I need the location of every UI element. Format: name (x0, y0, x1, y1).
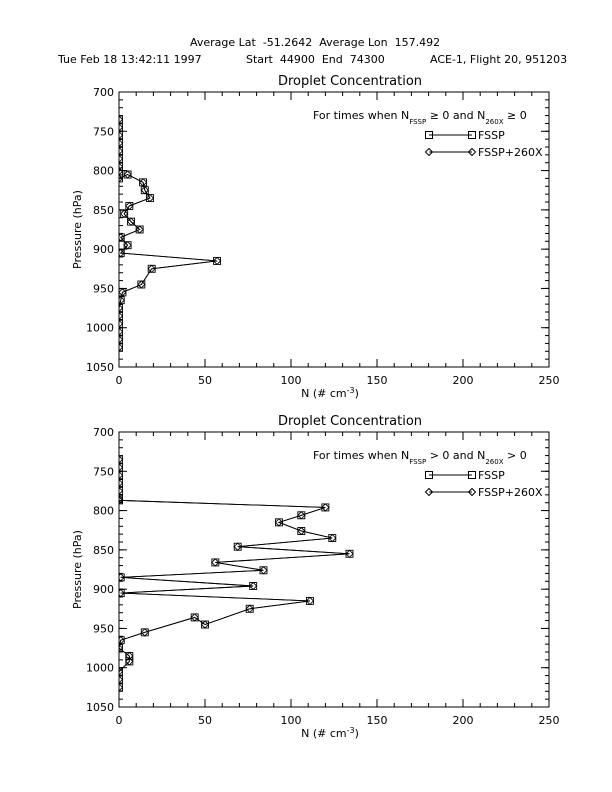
start-end-times: Start 44900 End 74300 (246, 53, 385, 66)
x-tick-label: 50 (198, 714, 212, 727)
series-line-diamond (119, 460, 349, 688)
x-axis-label: N (# $cm^{-3}$) (301, 726, 359, 740)
y-tick-label: 900 (93, 583, 114, 597)
y-tick-label: 750 (93, 465, 114, 479)
chart-title: Droplet Concentration (277, 74, 423, 89)
x-tick-label: 250 (538, 714, 560, 727)
x-tick-label: 200 (452, 714, 474, 727)
x-tick-label: 150 (366, 374, 388, 387)
x-tick-label: 100 (280, 714, 302, 727)
y-tick-label: 850 (93, 203, 114, 217)
y-tick-label: 900 (93, 243, 114, 257)
x-tick-label: 200 (452, 374, 474, 387)
legend-label: FSSP+260X (478, 146, 543, 159)
x-tick-label: 250 (538, 374, 560, 387)
y-tick-label: 700 (93, 86, 114, 99)
run-timestamp: Tue Feb 18 13:42:11 1997 (58, 53, 202, 66)
chart-bottom (71, 414, 560, 740)
series-line-square (119, 460, 349, 688)
legend-label: FSSP (478, 469, 505, 482)
x-axis-label: N (# $cm^{-3}$) (301, 386, 359, 400)
flight-label: ACE-1, Flight 20, 951203 (430, 53, 568, 66)
y-tick-label: 700 (93, 426, 114, 439)
y-tick-label: 950 (93, 282, 114, 296)
average-lat-lon-line: Average Lat -51.2642 Average Lon 157.492 (190, 36, 441, 49)
y-axis-label: Pressure (hPa) (71, 530, 84, 609)
y-tick-label: 800 (93, 164, 114, 178)
x-tick-label: 150 (366, 714, 388, 727)
y-tick-label: 750 (93, 125, 114, 139)
chart-top (71, 74, 560, 400)
series-line-diamond (119, 120, 217, 348)
y-tick-label: 1000 (86, 321, 114, 335)
series-line-square (119, 120, 217, 348)
y-tick-label: 800 (93, 504, 114, 518)
legend-label: FSSP+260X (478, 486, 543, 499)
chart-title: Droplet Concentration (277, 414, 423, 429)
x-tick-label: 0 (115, 714, 123, 727)
condition-text: For times when $N_{FSSP} > 0$ and $N_{260X} > 0$ (313, 449, 527, 466)
y-tick-label: 1000 (86, 661, 114, 675)
x-tick-label: 0 (115, 374, 123, 387)
x-tick-label: 100 (280, 374, 302, 387)
y-axis-label: Pressure (hPa) (71, 190, 84, 269)
x-tick-label: 50 (198, 374, 212, 387)
legend-label: FSSP (478, 129, 505, 142)
series-group (116, 456, 353, 691)
y-tick-label: 1050 (86, 701, 114, 714)
y-tick-label: 850 (93, 543, 114, 557)
y-tick-label: 950 (93, 622, 114, 636)
y-tick-label: 1050 (86, 361, 114, 374)
condition-text: For times when $N_{FSSP} \ge 0$ and $N_{260X} \ge 0$ (313, 109, 527, 126)
series-group (116, 116, 221, 351)
